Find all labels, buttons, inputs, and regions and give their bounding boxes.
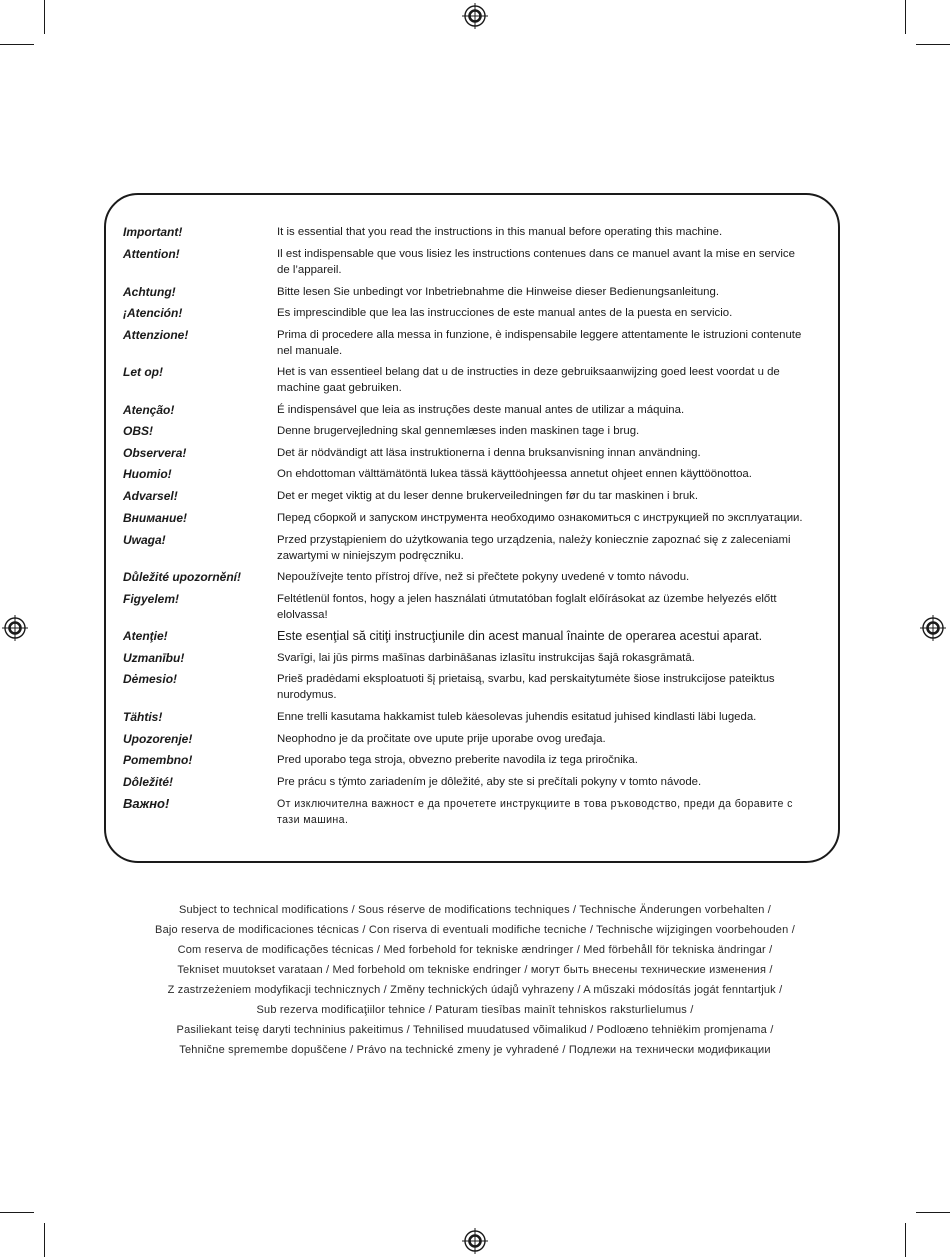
notice-text: Pred uporabo tega stroja, obvezno preberite navodila iz tega priročnika.: [277, 754, 638, 766]
notice-text: Det är nödvändigt att läsa instruktionerna i denna bruksanvisning innan användning.: [277, 447, 701, 459]
registration-mark-icon: [920, 615, 946, 641]
notice-text: Enne trelli kasutama hakkamist tuleb käesolevas juhendis esitatud juhised kindlasti läbi lugeda.: [277, 711, 757, 723]
notice-text: Bitte lesen Sie unbedingt vor Inbetriebnahme die Hinweise dieser Bedienungsanleitung.: [277, 286, 719, 298]
footer-line: Subject to technical modifications / Sous réserve de modifications techniques / Technische Änderungen vorbehalten /: [178, 904, 772, 916]
notice-label: Uwaga!: [123, 533, 166, 547]
registration-mark-icon: [462, 1228, 488, 1254]
notice-label: Atenção!: [123, 403, 175, 417]
notice-label: Let op!: [123, 365, 163, 379]
notice-text: Feltétlenül fontos, hogy a jelen használati útmutatóban foglalt előírásokat az üzembe helyezés előtt elolvassa!: [277, 593, 777, 621]
notice-text: Het is van essentieel belang dat u de instructies in deze gebruiksaanwijzing goed leest voordat u de machine gaat gebruiken.: [277, 366, 780, 394]
notice-label: Huomio!: [123, 467, 172, 481]
registration-mark-icon: [462, 3, 488, 29]
notice-label: Achtung!: [123, 285, 176, 299]
notice-label: Dôležité!: [123, 775, 174, 789]
crop-mark: [916, 1212, 950, 1213]
notice-label: Attention!: [123, 247, 180, 261]
notice-text: Przed przystąpieniem do użytkowania tego urządzenia, należy koniecznie zapoznać się z zaleceniami zawartymi w niniejszym podręczniku.: [277, 534, 791, 562]
crop-mark: [905, 1223, 906, 1257]
notice-text: Nepoužívejte tento přístroj dříve, než si přečtete pokyny uvedené v tomto návodu.: [277, 571, 690, 583]
footer-line: Bajo reserva de modificaciones técnicas / Con riserva di eventuali modifiche tecniche / Technische wijzigingen voorbehouden /: [155, 924, 795, 936]
notice-label: Important!: [123, 225, 183, 239]
crop-mark: [0, 44, 34, 45]
notice-text: É indispensável que leia as instruções deste manual antes de utilizar a máquina.: [277, 404, 685, 416]
notice-label: Observera!: [123, 446, 187, 460]
notice-label: Pomembno!: [123, 753, 193, 767]
crop-mark: [916, 44, 950, 45]
notice-label: OBS!: [123, 424, 153, 438]
notice-text: Es imprescindible que lea las instrucciones de este manual antes de la puesta en servicio.: [277, 307, 733, 319]
notice-text: On ehdottoman välttämätöntä lukea tässä käyttöohjeessa annetut ohjeet ennen käyttöönottoa.: [277, 468, 752, 480]
notice-text: Prieš pradėdami eksploatuoti šį prietaisą, svarbu, kad perskaitytumėte šiose instrukcijose pateiktus nurodymus.: [277, 673, 775, 701]
crop-mark: [44, 1223, 45, 1257]
notice-label: Advarsel!: [123, 489, 178, 503]
notice-label: Figyelem!: [123, 592, 180, 606]
notice-label: Важно!: [123, 796, 170, 811]
notice-text: Il est indispensable que vous lisiez les instructions contenues dans ce manuel avant la mise en service de l’appareil.: [277, 248, 795, 276]
notice-label: Uzmanību!: [123, 651, 185, 665]
crop-mark: [44, 0, 45, 34]
notice-text: It is essential that you read the instructions in this manual before operating this machine.: [277, 226, 723, 238]
footer-line: Pasiliekant teisę daryti techninius pakeitimus / Tehnilised muudatused võimalikud / Podloæno tehniëkim promjenama /: [176, 1024, 774, 1036]
notice-text: Pre prácu s týmto zariadením je dôležité, aby ste si prečítali pokyny v tomto návode.: [277, 776, 702, 788]
footer-line: Tehnične spremembe dopuščene / Právo na technické zmeny je vyhradené / Подлежи на технически модификации: [179, 1044, 771, 1056]
crop-mark: [0, 1212, 34, 1213]
notice-text: Prima di procedere alla messa in funzione, è indispensabile leggere attentamente le istruzioni contenute nel manuale.: [277, 329, 802, 357]
notice-label: Atenţie!: [123, 629, 168, 643]
notice-label: Attenzione!: [123, 328, 189, 342]
notice-label: ¡Atención!: [123, 306, 183, 320]
notice-label: Důležité upozornění!: [123, 570, 241, 584]
crop-mark: [905, 0, 906, 34]
notice-text: Det er meget viktig at du leser denne brukerveiledningen før du tar maskinen i bruk.: [277, 490, 699, 502]
footer-line: Z zastrzeżeniem modyfikacji technicznych / Změny technických údajů vyhrazeny / A műszaki módosítás jogát fenntartjuk /: [167, 984, 783, 996]
notice-text: Este esenţial să citiţi instrucţiunile din acest manual înainte de operarea acestui aparat.: [277, 629, 763, 643]
notice-text: Перед сборкой и запуском инструмента необходимо ознакомиться с инструкцией по эксплуатации.: [277, 512, 803, 524]
registration-mark-icon: [2, 615, 28, 641]
notice-label: Upozorenje!: [123, 732, 193, 746]
footer-line: Com reserva de modificações técnicas / Med forbehold for tekniske ændringer / Med förbehåll för tekniska ändringar /: [177, 944, 773, 956]
notice-text: Neophodno je da pročitate ove upute prije uporabe ovog uređaja.: [277, 733, 606, 745]
notice-label: Dėmesio!: [123, 672, 178, 686]
footer-line: Tekniset muutokset varataan / Med forbehold om tekniske endringer / могут быть внесены технические изменения /: [177, 964, 773, 976]
notice-text: От изключителна важност е да прочетете инструкциите в това ръководство, преди да боравите с тази машина.: [277, 798, 793, 826]
notice-text: Svarīgi, lai jūs pirms mašīnas darbināšanas izlasītu instrukcijas šajā rokasgrāmatā.: [277, 652, 695, 664]
notice-label: Внимание!: [123, 511, 188, 525]
notice-label: Tähtis!: [123, 710, 163, 724]
footer-line: Sub rezerva modificaţiilor tehnice / Paturam tiesības mainīt tehniskos raksturlielumus /: [256, 1004, 694, 1016]
technical-modifications-footer: [0, 900, 950, 1060]
notice-text: Denne brugervejledning skal gennemlæses inden maskinen tage i brug.: [277, 425, 640, 437]
